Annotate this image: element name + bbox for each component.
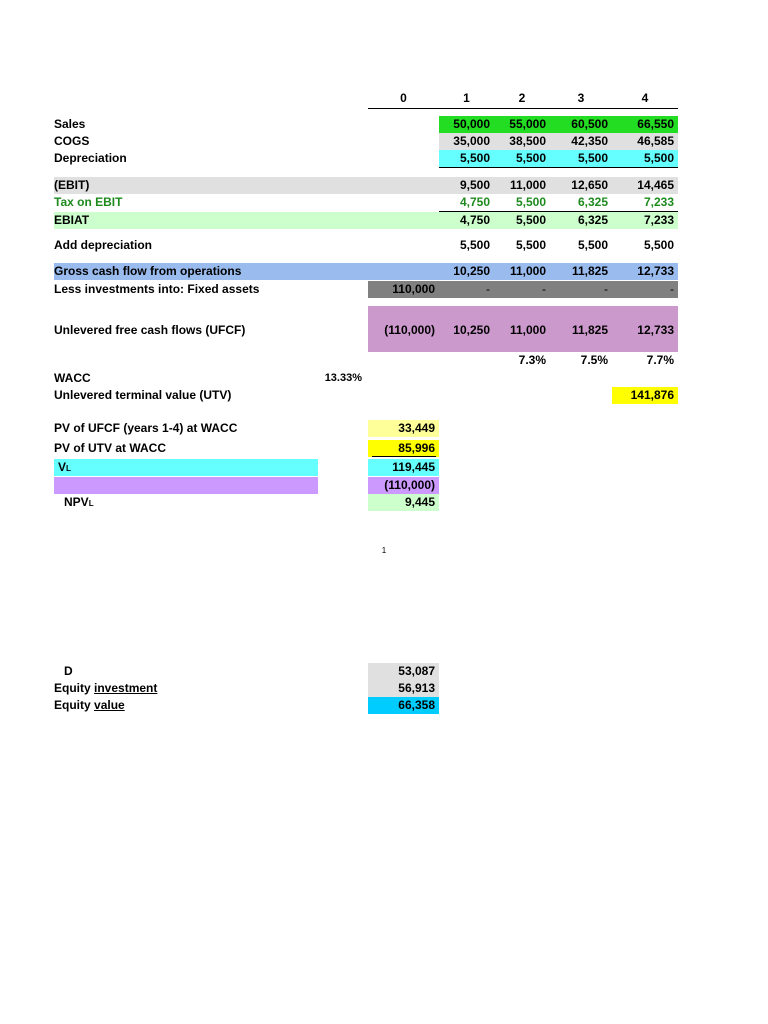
gross-cash-flow-1: 10,250: [453, 264, 490, 278]
pv-utv-label: PV of UTV at WACC: [54, 441, 167, 455]
cogs-1: 35,000: [453, 134, 490, 148]
equity-investment-value: 56,913: [398, 681, 435, 695]
ufcf-0: (110,000): [384, 323, 435, 337]
less-investments-3: -: [604, 282, 608, 296]
gross-cash-flow-2: 11,000: [509, 264, 546, 278]
investment-label-band: [54, 477, 318, 494]
sales-2: 55,000: [509, 117, 546, 131]
ebiat-1: 4,750: [459, 213, 490, 227]
col-header-2: 2: [518, 91, 526, 105]
vl-value: 119,445: [392, 460, 435, 474]
ebiat-2: 5,500: [515, 213, 546, 227]
cogs-3: 42,350: [571, 134, 608, 148]
sales-row: [0, 116, 768, 133]
col-header-3: 3: [577, 91, 585, 105]
gross-cash-flow-row: [0, 263, 768, 280]
header-underline: [368, 108, 678, 109]
add-depreciation-3: 5,500: [577, 238, 608, 252]
pv-utv-underline: [372, 456, 436, 457]
cogs-row: [0, 133, 768, 150]
cogs-2: 38,500: [509, 134, 546, 148]
page-number: 1: [381, 546, 387, 555]
gross-cash-flow-3: 11,825: [571, 264, 608, 278]
wacc-label: WACC: [54, 371, 91, 385]
ebit-label: (EBIT): [54, 178, 90, 192]
gross-cash-flow-label: Gross cash flow from operations: [54, 264, 242, 278]
depreciation-4: 5,500: [643, 151, 674, 165]
sales-3: 60,500: [571, 117, 608, 131]
col-header-4: 4: [641, 91, 649, 105]
less-investments-2: -: [542, 282, 546, 296]
ufcf-1: 10,250: [453, 323, 490, 337]
equity-investment-row: [0, 680, 768, 697]
equity-value-value: 66,358: [398, 698, 435, 712]
percent-2: 7.3%: [518, 353, 546, 367]
add-depreciation-label: Add depreciation: [54, 238, 153, 252]
depreciation-underline: [439, 167, 678, 168]
ufcf-label: Unlevered free cash flows (UFCF): [54, 323, 246, 337]
pv-utv-value: 85,996: [398, 441, 435, 455]
tax-4: 7,233: [643, 195, 674, 209]
less-investments-0: 110,000: [392, 282, 435, 296]
npvl-value: 9,445: [404, 495, 435, 509]
pv-ufcf-value: 33,449: [398, 421, 435, 435]
tax-1: 4,750: [459, 195, 490, 209]
pv-ufcf-label: PV of UFCF (years 1-4) at WACC: [54, 421, 238, 435]
cogs-4: 46,585: [637, 134, 674, 148]
npvl-label: NPVL: [64, 495, 94, 509]
percent-4: 7.7%: [646, 353, 674, 367]
tax-label: Tax on EBIT: [54, 195, 123, 209]
ufcf-row: [0, 322, 768, 339]
depreciation-row: [0, 150, 768, 167]
ebiat-3: 6,325: [577, 213, 608, 227]
depreciation-3: 5,500: [577, 151, 608, 165]
equity-investment-label: Equity investment: [54, 681, 158, 695]
add-depreciation-4: 5,500: [643, 238, 674, 252]
percent-row: [0, 352, 768, 369]
sales-1: 50,000: [453, 117, 490, 131]
ufcf-4: 12,733: [637, 323, 674, 337]
investment-row: [0, 477, 768, 494]
sales-4: 66,550: [637, 117, 674, 131]
utv-label: Unlevered terminal value (UTV): [54, 388, 232, 402]
header-row: [0, 90, 768, 107]
npvl-row: [0, 494, 768, 511]
utv-value: 141,876: [630, 388, 674, 402]
depreciation-2: 5,500: [515, 151, 546, 165]
utv-row: [0, 387, 768, 404]
pv-utv-row: [0, 440, 768, 457]
vl-row: [0, 459, 768, 476]
wacc-row: [0, 370, 768, 387]
wacc-value: 13.33%: [324, 372, 362, 384]
cogs-label: COGS: [54, 134, 90, 148]
pv-ufcf-row: [0, 420, 768, 437]
less-investments-label: Less investments into: Fixed assets: [54, 282, 260, 296]
debt-value: 53,087: [398, 664, 435, 678]
tax-3: 6,325: [577, 195, 608, 209]
ufcf-3: 11,825: [571, 323, 608, 337]
col-header-0: 0: [400, 91, 407, 105]
ufcf-2: 11,000: [509, 323, 546, 337]
ebit-4: 14,465: [637, 178, 674, 192]
ebit-row: [0, 177, 768, 194]
tax-row: [0, 194, 768, 211]
add-depreciation-2: 5,500: [515, 238, 546, 252]
add-depreciation-row: [0, 237, 768, 254]
percent-3: 7.5%: [580, 353, 608, 367]
depreciation-label: Depreciation: [54, 151, 127, 165]
less-investments-row: [0, 281, 768, 298]
less-investments-4: -: [670, 282, 674, 296]
equity-value-label: Equity value: [54, 698, 125, 712]
add-depreciation-1: 5,500: [459, 238, 490, 252]
debt-label: D: [64, 664, 73, 678]
depreciation-1: 5,500: [459, 151, 490, 165]
sales-label: Sales: [54, 117, 86, 131]
ebiat-row: [0, 212, 768, 229]
col-header-1: 1: [463, 91, 470, 105]
ebit-3: 12,650: [571, 178, 608, 192]
ebit-2: 11,000: [509, 178, 546, 192]
tax-2: 5,500: [515, 195, 546, 209]
ebiat-4: 7,233: [643, 213, 674, 227]
ebit-1: 9,500: [459, 178, 490, 192]
ebiat-label: EBIAT: [54, 213, 90, 227]
equity-value-row: [0, 697, 768, 714]
investment-value: (110,000): [384, 478, 435, 492]
less-investments-1: -: [486, 282, 490, 296]
debt-row: [0, 663, 768, 680]
vl-label-band: [54, 459, 318, 476]
gross-cash-flow-4: 12,733: [637, 264, 674, 278]
vl-label: VL: [58, 460, 71, 474]
